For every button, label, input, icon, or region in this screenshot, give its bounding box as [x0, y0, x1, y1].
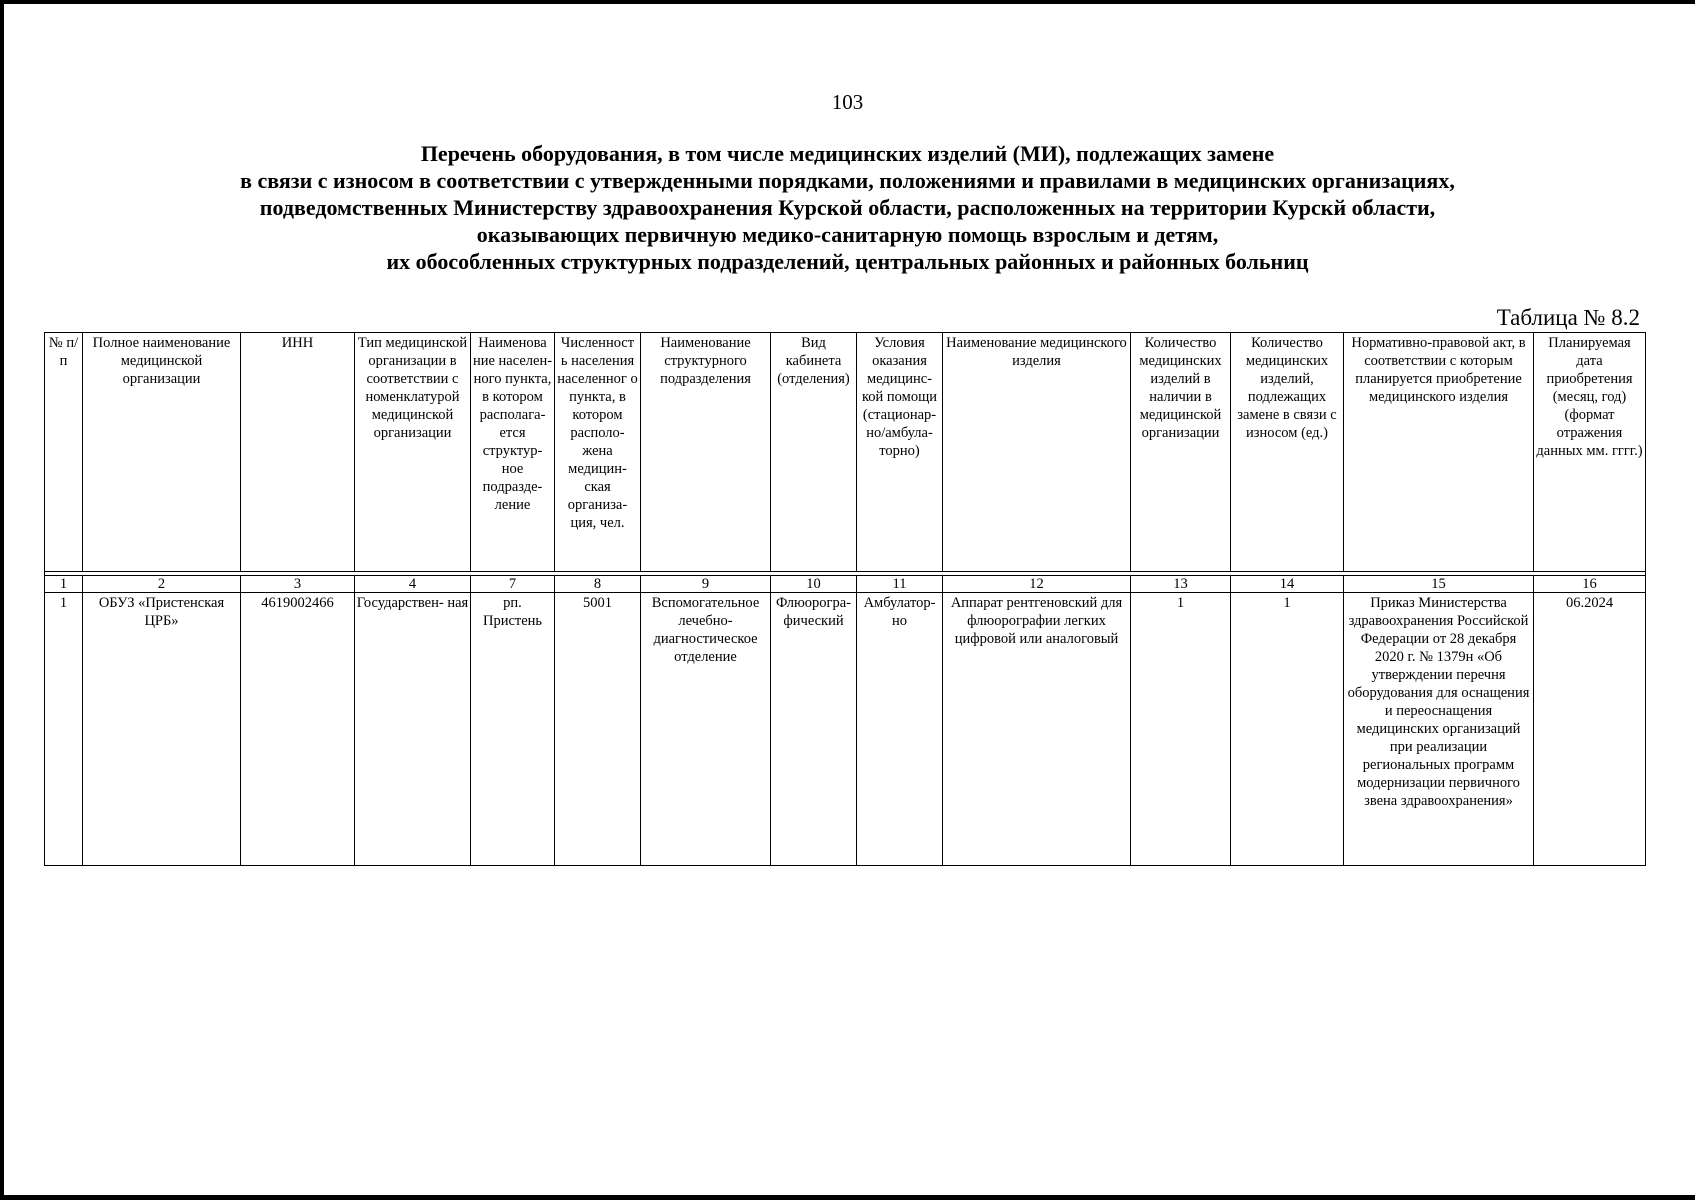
column-header: ИНН	[241, 333, 355, 572]
cell-subdivision: Вспомогательное лечебно- диагностическое отделение	[641, 593, 771, 866]
page-border-top	[0, 0, 1695, 4]
cell-organization-type: Государствен- ная	[355, 593, 471, 866]
cell-row-number: 1	[45, 593, 83, 866]
cell-cabinet-type: Флюорогра- фический	[771, 593, 857, 866]
column-number: 4	[355, 576, 471, 593]
column-number: 3	[241, 576, 355, 593]
column-header: Наименова ние населен- ного пункта, в котором располага- ется структур- ное подразде- ление	[471, 333, 555, 572]
column-header: Вид кабинета (отделения)	[771, 333, 857, 572]
page-border-bottom	[0, 1195, 1695, 1200]
column-header: Планируемая дата приобретения (месяц, год) (формат отражения данных мм. гггг.)	[1534, 333, 1646, 572]
cell-legal-act: Приказ Министерства здравоохранения Российской Федерации от 28 декабря 2020 г. № 1379н «Об утверждении перечня оборудования для оснащения и переоснащения медицинских организаций при реализации региональных программ модернизации первичного звена здравоохранения»	[1344, 593, 1534, 866]
cell-devices-to-replace: 1	[1231, 593, 1344, 866]
column-number: 14	[1231, 576, 1344, 593]
column-number: 1	[45, 576, 83, 593]
title-line-3: подведомственных Министерству здравоохранения Курской области, расположенных на территории Курскй области,	[259, 195, 1436, 220]
cell-population: 5001	[555, 593, 641, 866]
column-header: Условия оказания медицинс- кой помощи (стационар- но/амбула- торно)	[857, 333, 943, 572]
column-number: 15	[1344, 576, 1534, 593]
column-header: Нормативно-правовой акт, в соответствии с которым планируется приобретение медицинского изделия	[1344, 333, 1534, 572]
column-header: Тип медицинской организации в соответствии с номенклатурой медицинской организации	[355, 333, 471, 572]
column-header: № п/п	[45, 333, 83, 572]
column-number: 2	[83, 576, 241, 593]
column-number: 10	[771, 576, 857, 593]
column-header: Численност ь населения населенног о пункта, в котором располо- жена медицин- ская организа- ция, чел.	[555, 333, 641, 572]
column-number: 7	[471, 576, 555, 593]
page-border-left	[0, 0, 4, 1200]
title-line-2: в связи с износом в соответствии с утвержденными порядками, положениями и правилами в медицинских организациях,	[240, 168, 1455, 193]
title-line-5: их обособленных структурных подразделений, центральных районных и районных больниц	[386, 249, 1309, 274]
cell-device-name: Аппарат рентгеновский для флюорографии легких цифровой или аналоговый	[943, 593, 1131, 866]
column-number-row	[45, 576, 1646, 593]
equipment-table	[44, 332, 1646, 866]
table-row	[45, 593, 1646, 866]
document-title	[40, 140, 1655, 275]
column-number: 13	[1131, 576, 1231, 593]
cell-settlement: рп. Пристень	[471, 593, 555, 866]
column-number: 11	[857, 576, 943, 593]
table-label: Таблица № 8.2	[1496, 305, 1640, 330]
page-number: 103	[831, 90, 864, 114]
title-line-4: оказывающих первичную медико-санитарную помощь взрослым и детям,	[476, 222, 1219, 247]
column-header: Полное наименование медицинской организации	[83, 333, 241, 572]
cell-care-conditions: Амбулатор- но	[857, 593, 943, 866]
column-number: 8	[555, 576, 641, 593]
column-number: 12	[943, 576, 1131, 593]
cell-organization-name: ОБУЗ «Пристенская ЦРБ»	[83, 593, 241, 866]
cell-devices-available: 1	[1131, 593, 1231, 866]
cell-planned-date: 06.2024	[1534, 593, 1646, 866]
column-header: Наименование медицинского изделия	[943, 333, 1131, 572]
column-header: Количество медицинских изделий в наличии в медицинской организации	[1131, 333, 1231, 572]
column-header: Наименование структурного подразделения	[641, 333, 771, 572]
title-line-1: Перечень оборудования, в том числе медицинских изделий (МИ), подлежащих замене	[420, 141, 1275, 166]
header-row	[45, 333, 1646, 572]
column-number: 16	[1534, 576, 1646, 593]
cell-inn: 4619002466	[241, 593, 355, 866]
column-number: 9	[641, 576, 771, 593]
column-header: Количество медицинских изделий, подлежащих замене в связи с износом (ед.)	[1231, 333, 1344, 572]
